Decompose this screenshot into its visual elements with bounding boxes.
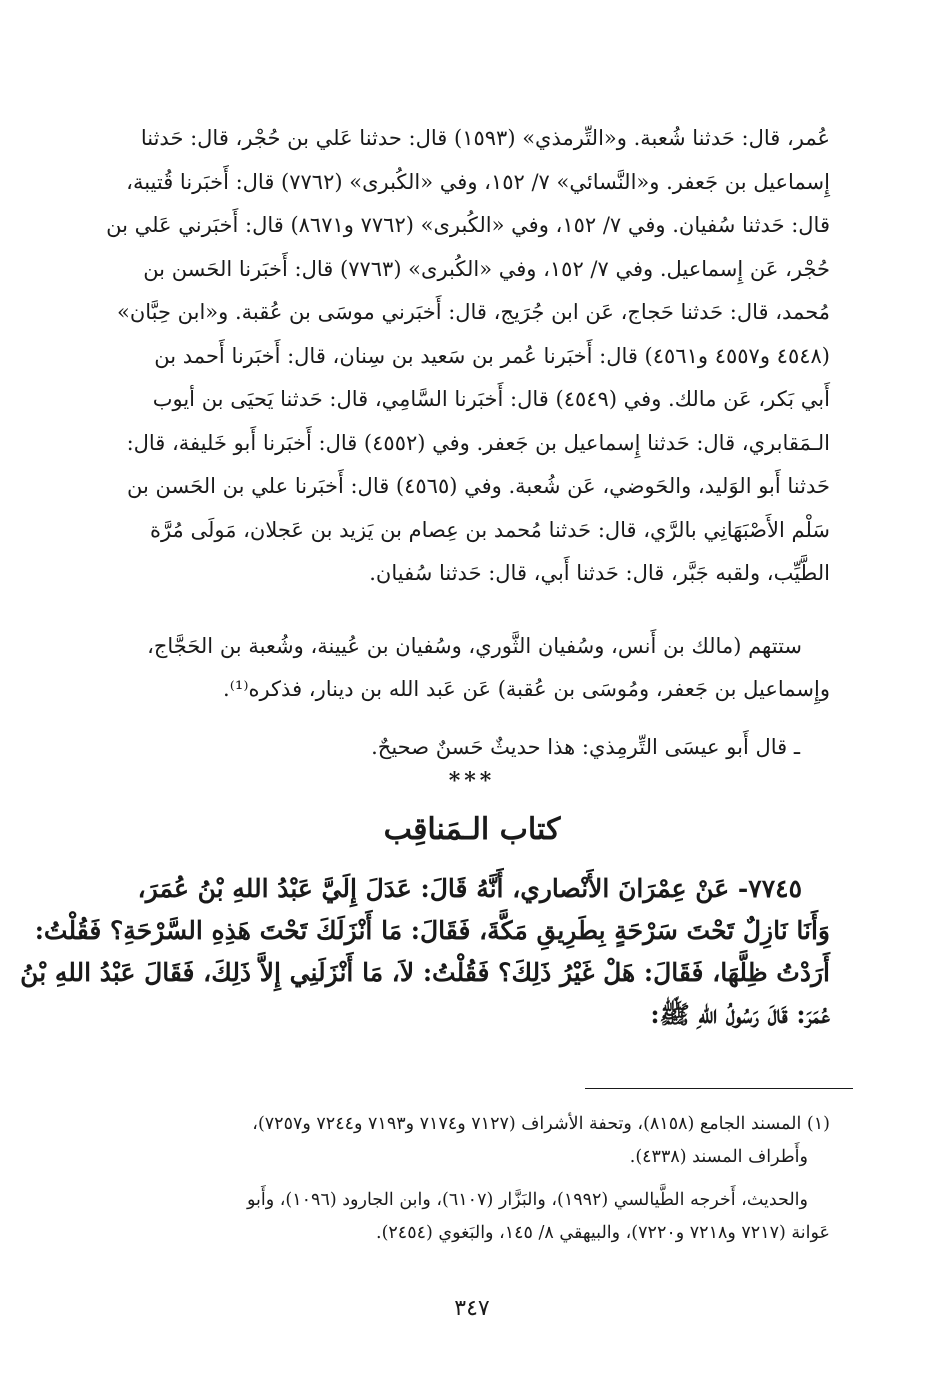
book-title: كتاب الـمَناقِب	[383, 812, 561, 847]
body-line: الطَّيِّب، ولقبه جَبَّر، قال: حَدثنا أَبي، قال: حَدثنا سُفيان.	[369, 561, 830, 585]
footnote-divider	[585, 1088, 853, 1089]
grading-line: ـ قال أَبو عيسَى التِّرمِذي: هذا حديثٌ حَسنٌ صحيحٌ.	[371, 735, 800, 759]
tirmidhi-grading	[112, 728, 830, 766]
page-number: ٣٤٧	[454, 1296, 490, 1321]
body-line: مُحمد، قال: حَدثنا حَجاج، عَن ابن جُرَيج، قال: أَخبَرني موسَى بن عُقبة. و«ابن حِبَّان»	[116, 300, 830, 324]
footnote-line: عَوانة (٧٢١٧ و٧٢١٨ و٧٢٢٠)، والبيهقي ٨/ ١٤٥، والبَغوي (٢٤٥٤).	[376, 1223, 830, 1243]
narrators-summary-paragraph	[112, 625, 830, 711]
hadith-line: عُمَرَ: قَالَ رَسُولُ اللهِ ﷺ:	[650, 1000, 830, 1029]
footnote-line: وأَطراف المسند (٤٣٣٨).	[629, 1147, 808, 1167]
body-line: حَدثنا أَبو الوَليد، والحَوضي، عَن شُعبة. وفي (٤٥٦٥) قال: أَخبَرنا علي بن الحَسن بن	[126, 474, 830, 498]
takhrij-paragraph	[106, 117, 830, 596]
body-line: سَلْم الأَصْبَهَانِي بالرَّي، قال: حَدثنا مُحمد بن عِصام بن يَزيد بن عَجلان، مَولَى مُرَّة	[149, 517, 830, 542]
summary-line: ستتهم (مالك بن أَنس، وسُفيان الثَّوري، وسُفيان بن عُيينة، وشُعبة بن الحَجَّاج،	[147, 634, 802, 658]
body-line: حُجْر، عَن إِسماعيل. وفي ٧/ ١٥٢، وفي «الكُبرى» (٧٧٦٣) قال: أَخبَرنا الحَسن بن	[143, 256, 830, 281]
body-line: (٤٥٤٨ و٤٥٥٧ و٤٥٦١) قال: أَخبَرنا عُمر بن سَعيد بن سِنان، قال: أَخبَرنا أَحمد بن	[154, 343, 830, 368]
footnote-line: والحديث، أَخرجه الطَّيالسي (١٩٩٢)، والبَزَّار (٦١٠٧)، وابن الجارود (١٠٩٦)، وأَبو	[246, 1190, 808, 1210]
footnotes	[112, 1108, 830, 1250]
body-line: قال: حَدثنا سُفيان. وفي ٧/ ١٥٢، وفي «الكُبرى» (٧٧٦٢ و٨٦٧١) قال: أَخبَرني عَلي بن	[106, 213, 830, 237]
footnote-line: (١) المسند الجامع (٨١٥٨)، وتحفة الأشراف (٧١٢٧ و٧١٧٤ و٧١٩٣ و٧٢٤٤ و٧٢٥٧)،	[252, 1114, 830, 1134]
body-line: أَبي بَكر، عَن مالك. وفي (٤٥٤٩) قال: أَخبَرنا السَّامِي، قال: حَدثنا يَحيَى بن أيوب	[152, 387, 830, 411]
body-line: إِسماعيل بن جَعفر. و«النَّسائي» ٧/ ١٥٢، وفي «الكُبرى» (٧٧٦٢) قال: أَخبَرنا قُتيبة،	[126, 169, 830, 194]
hadith-line: أَرَدْتُ ظِلَّهَا، فَقَالَ: هَلْ غَيْرُ ذَلِكَ؟ فَقُلْتُ: لاَ، مَا أَنْزَلَنِي إِلاَّ ذَلِكَ، فَقَالَ عَبْدُ اللهِ بْنُ	[20, 958, 830, 987]
hadith-text	[20, 868, 830, 1036]
section-separator: ***	[448, 768, 496, 794]
hadith-line: وَأَنَا نَازِلٌ تَحْتَ سَرْحَةٍ بِطَرِيقِ مَكَّةَ، فَقَالَ: مَا أَنْزَلَكَ تَحْتَ هَذِهِ السَّرْحَةِ؟ فَقُلْتُ:	[34, 916, 830, 945]
hadith-line: ٧٧٤٥- عَنْ عِمْرَانَ الأَنْصاري، أَنَّهُ قَالَ: عَدَلَ إِلَيَّ عَبْدُ اللهِ بْنُ عُمَرَ،	[137, 874, 802, 903]
summary-line: وإِسماعيل بن جَعفر، ومُوسَى بن عُقبة) عَن عَبد الله بن دينار، فذكره⁽¹⁾.	[223, 677, 830, 701]
body-line: عُمر، قال: حَدثنا شُعبة. و«التِّرمذي» (١٥٩٣) قال: حدثنا عَلي بن حُجْر، قال: حَدثنا	[140, 126, 830, 150]
body-line: الـمَقابري، قال: حَدثنا إِسماعيل بن جَعفر. وفي (٤٥٥٢) قال: أَخبَرنا أَبو خَليفة، قال:	[126, 430, 830, 455]
